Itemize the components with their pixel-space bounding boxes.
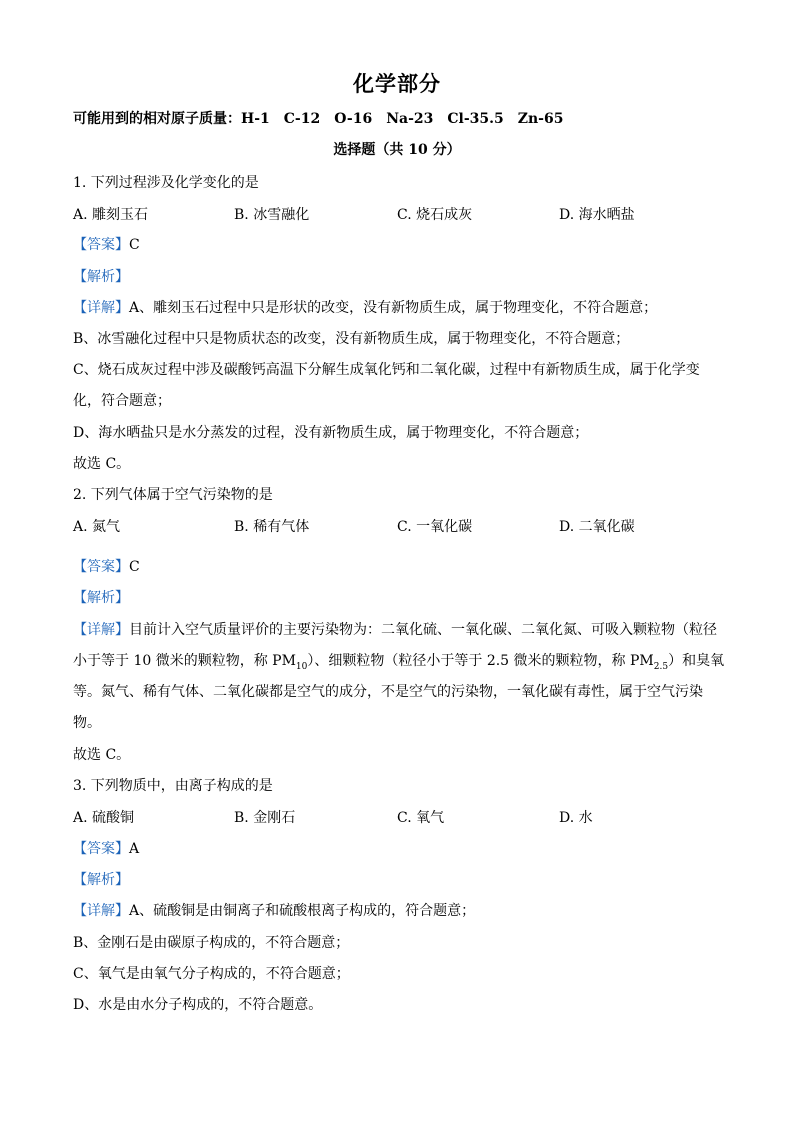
question-1-option-c: C. 烧石成灰 — [397, 207, 473, 223]
question-1-option-d: D. 海水晒盐 — [559, 207, 635, 223]
detail-text: 小于等于 10 微米的颗粒物，称 PM — [73, 653, 296, 669]
question-2-option-a: A. 氮气 — [73, 519, 121, 535]
detail-text: 目前计入空气质量评价的主要污染物为：二氧化硫、一氧化碳、二氧化氮、可吸入颗粒物（粒径 — [129, 622, 717, 638]
question-2-detail — [73, 619, 717, 639]
question-2-conclusion: 故选 C。 — [73, 747, 131, 763]
question-1-conclusion: 故选 C。 — [73, 456, 131, 472]
question-3-option-a: A. 硫酸铜 — [73, 810, 135, 826]
answer-label: 【答案】 — [73, 559, 129, 575]
detail-line: C、氧气是由氧气分子构成的，不符合题意； — [73, 966, 350, 982]
subscript: 10 — [295, 661, 308, 672]
page-title: 化学部分 — [353, 71, 441, 96]
detail-text: A、硫酸铜是由铜离子和硫酸根离子构成的，符合题意； — [129, 903, 476, 919]
detail-label: 【详解】 — [73, 622, 129, 638]
answer-value: A — [129, 841, 140, 857]
question-3-option-c: C. 氧气 — [397, 810, 445, 826]
question-2-stem: 2. 下列气体属于空气污染物的是 — [73, 487, 273, 503]
question-3-stem: 3. 下列物质中，由离子构成的是 — [73, 778, 273, 794]
question-3-detail — [73, 900, 475, 920]
question-3-answer — [73, 838, 139, 858]
detail-label: 【详解】 — [73, 903, 129, 919]
question-3-analysis-label: 【解析】 — [73, 872, 129, 888]
answer-value: C — [129, 559, 140, 575]
detail-line: D、水是由水分子构成的，不符合题意。 — [73, 997, 323, 1013]
question-2-answer — [73, 556, 140, 576]
question-2-analysis-label: 【解析】 — [73, 590, 129, 606]
question-3-option-b: B. 金刚石 — [234, 810, 296, 826]
answer-value: C — [129, 237, 140, 253]
detail-line: B、冰雪融化过程中只是物质状态的改变，没有新物质生成，属于物理变化，不符合题意； — [73, 331, 630, 347]
question-2-option-d: D. 二氧化碳 — [559, 519, 635, 535]
question-1-answer — [73, 234, 140, 254]
detail-line: 物。 — [73, 715, 101, 731]
question-2-option-b: B. 稀有气体 — [234, 519, 310, 535]
question-3-option-d: D. 水 — [559, 810, 593, 826]
question-1-analysis-label: 【解析】 — [73, 269, 129, 285]
detail-line: D、海水晒盐只是水分蒸发的过程，没有新物质生成，属于物理变化，不符合题意； — [73, 425, 589, 441]
section-heading: 选择题（共 10 分） — [333, 142, 461, 158]
question-1-detail — [73, 297, 657, 317]
detail-text: A、雕刻玉石过程中只是形状的改变，没有新物质生成，属于物理变化，不符合题意； — [129, 300, 658, 316]
detail-text: ）和臭氧 — [668, 653, 725, 669]
detail-line: C、烧石成灰过程中涉及碳酸钙高温下分解生成氧化钙和二氧化碳，过程中有新物质生成，属于化学变 — [73, 362, 700, 378]
detail-label: 【详解】 — [73, 300, 129, 316]
answer-label: 【答案】 — [73, 237, 129, 253]
detail-line: 等。氮气、稀有气体、二氧化碳都是空气的成分，不是空气的污染物，一氧化碳有毒性，属于空气污染 — [73, 684, 703, 700]
subscript: 2.5 — [653, 661, 669, 672]
question-1-option-a: A. 雕刻玉石 — [73, 207, 149, 223]
question-2-option-c: C. 一氧化碳 — [397, 519, 473, 535]
detail-text: ）、细颗粒物（粒径小于等于 2.5 微米的颗粒物，称 PM — [307, 653, 654, 669]
question-1-stem: 1. 下列过程涉及化学变化的是 — [73, 175, 259, 191]
atomic-masses: 可能用到的相对原子质量：H-1 C-12 O-16 Na-23 Cl-35.5 Zn-65 — [73, 111, 564, 127]
question-1-option-b: B. 冰雪融化 — [234, 207, 310, 223]
answer-label: 【答案】 — [73, 841, 129, 857]
detail-line: B、金刚石是由碳原子构成的，不符合题意； — [73, 935, 350, 951]
detail-line — [73, 650, 724, 672]
detail-line: 化，符合题意； — [73, 393, 171, 409]
